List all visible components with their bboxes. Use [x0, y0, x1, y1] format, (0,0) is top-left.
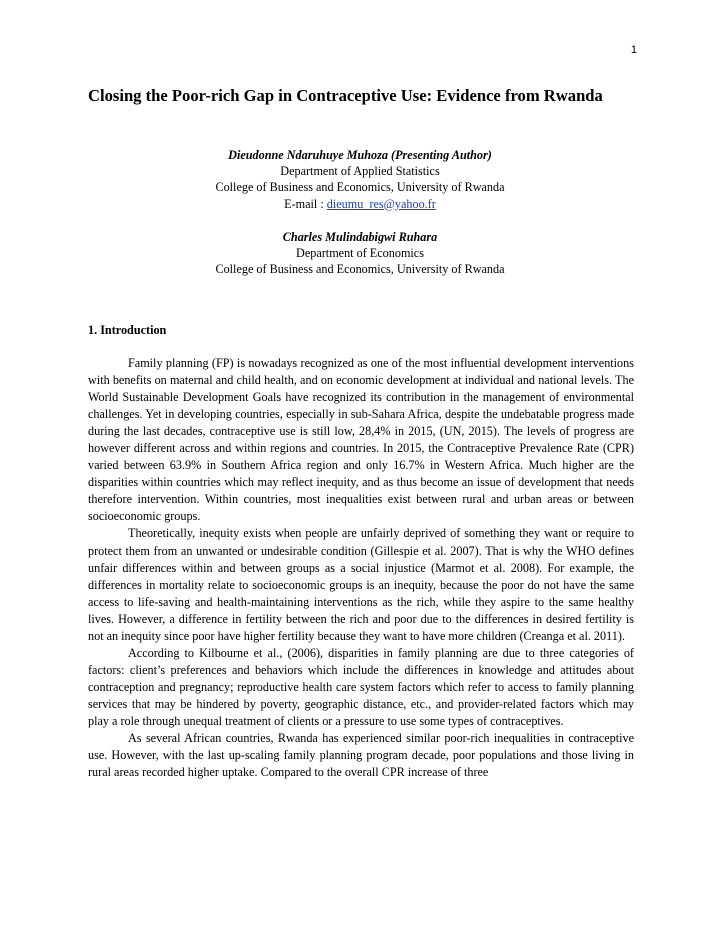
author-name: Dieudonne Ndaruhuye Muhoza (Presenting Author) — [228, 148, 492, 162]
email-label: E-mail : — [284, 196, 327, 211]
author-college: College of Business and Economics, University of Rwanda — [215, 180, 505, 195]
paragraph: Theoretically, inequity exists when people are unfairly deprived of something they want or require to protect them from an unwanted or undesirable condition (Gillespie et al. 2007). That is why the WHO defines unfair differences within and between groups as a social injustice (Marmot et al. 2008). For example, the differences in mortality relate to socioeconomic groups is an inequity, because the poor do not have the same access to life-saving and health-maintaining interventions as the rich, while they aspire to the same healthy lives. However, a difference in fertility between the rich and poor due to the differences in desired fertility is not an inequity since poor have higher fertility because they want to have more children (Creanga et al. 2011). — [88, 526, 634, 643]
paragraph: Family planning (FP) is nowadays recognized as one of the most influential development interventions with benefits on maternal and child health, and on economic development at individual and national levels. The World Sustainable Development Goals have recognized its contribution in the management of environmental challenges. Yet in developing countries, especially in sub-Sahara Africa, despite the undebatable progress made during the last decades, contraceptive use is still low, 28,4% in 2015, (UN, 2015). The levels of progress are however different across and within regions and countries. In 2015, the Contraceptive Prevalence Rate (CPR) varied between 63.9% in Southern Africa region and only 16.7% in Western Africa. Much higher are the disparities within countries which may reflect inequity, and as thus become an issue of development that needs therefore intervention. Within countries, most inequalities exist between rural and urban areas or between socioeconomic groups. — [88, 356, 634, 524]
author-email-line — [86, 196, 634, 212]
page-number: 1 — [630, 44, 637, 56]
author-spacer — [86, 212, 634, 229]
section-body — [88, 355, 634, 781]
paragraph: According to Kilbourne et al., (2006), disparities in family planning are due to three categories of factors: client’s preferences and behaviors which include the differences in knowledge and attitudes about contraception and pregnancy; reproductive health care system factors which refer to access to family planning services that may be hindered by poverty, geographic distance, etc., and provider-related factors which may play a role through unequal treatment of clients or a pressure to use some types of contraceptives. — [88, 645, 634, 728]
author-name: Charles Mulindabigwi Ruhara — [282, 229, 438, 244]
paragraph: As several African countries, Rwanda has experienced similar poor-rich inequalities in contraceptive use. However, with the last up-scaling family planning program decade, poor populations and those living in rural areas recorded higher uptake. Compared to the overall CPR increase of three — [88, 731, 634, 780]
author-department: Department of Applied Statistics — [280, 164, 440, 179]
author-college: College of Business and Economics, University of Rwanda — [215, 262, 505, 277]
section-heading: 1. Introduction — [88, 323, 167, 337]
paper-title: Closing the Poor-rich Gap in Contraceptive Use: Evidence from Rwanda — [88, 86, 603, 105]
author-department: Department of Economics — [296, 246, 424, 261]
author-block — [86, 147, 634, 277]
email-link[interactable]: dieumu_res@yahoo.fr — [326, 196, 436, 211]
